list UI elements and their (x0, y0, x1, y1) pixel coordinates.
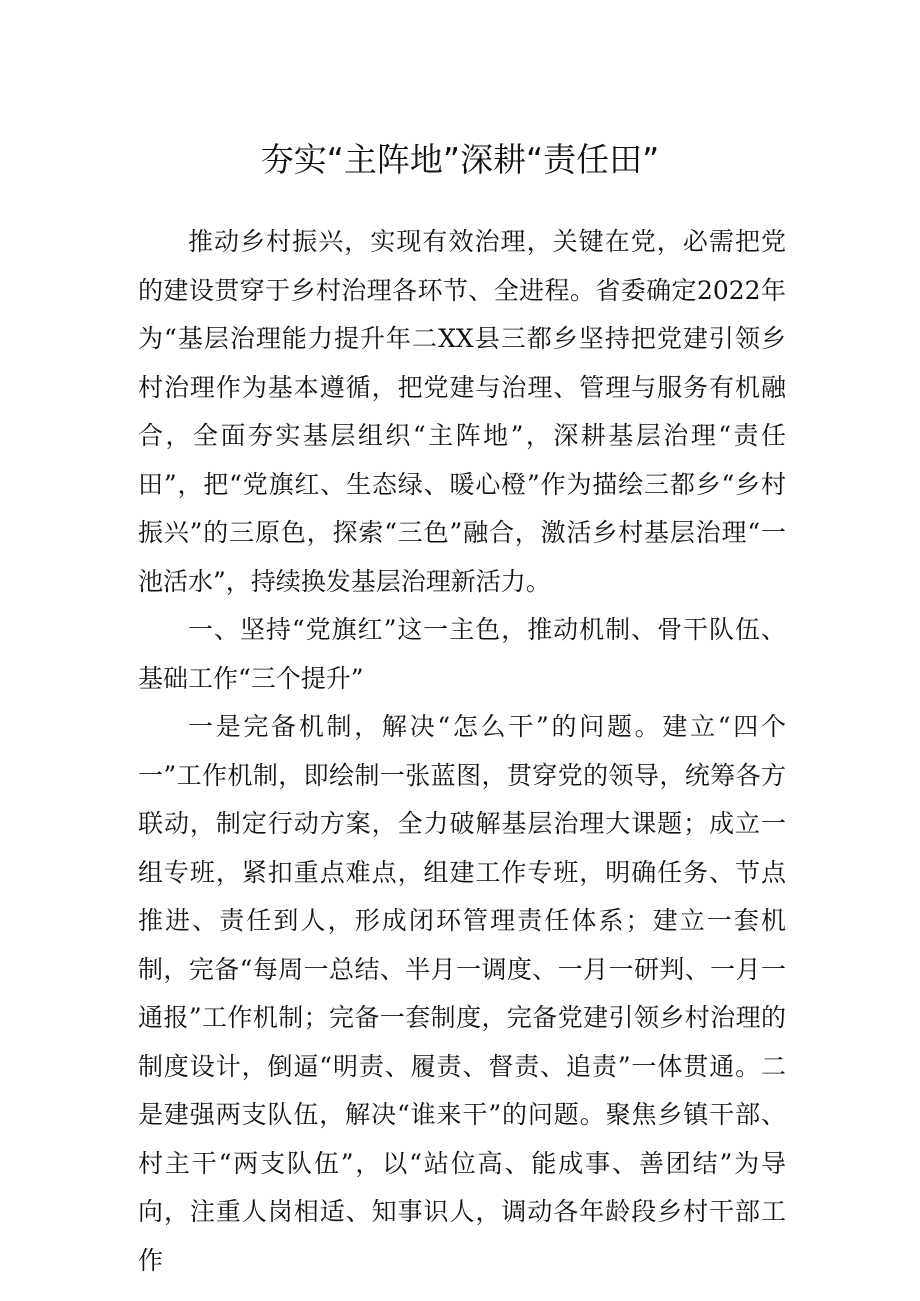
document-body (138, 218, 786, 1285)
document-title: 夯实“主阵地”深耕“责任田” (260, 140, 660, 179)
paragraph-intro: 推动乡村振兴，实现有效治理，关键在党，必需把党的建设贯穿于乡村治理各环节、全进程。省委确定2022年为“基层治理能力提升年二XX县三都乡坚持把党建引领乡村治理作为基本遵循，把党建与治理、管理与服务有机融合，全面夯实基层组织“主阵地”，深耕基层治理“责任田”，把“党旗红、生态绿、暖心橙”作为描绘三都乡“乡村振兴”的三原色，探索“三色”融合，激活乡村基层治理“一池活水”，持续换发基层治理新活力。 (138, 227, 786, 596)
paragraph-mechanism: 一是完备机制，解决“怎么干”的问题。建立“四个一”工作机制，即绘制一张蓝图，贯穿党的领导，统筹各方联动，制定行动方案，全力破解基层治理大课题；成立一组专班，紧扣重点难点，组建工作专班，明确任务、节点推进、责任到人，形成闭环管理责任体系；建立一套机制，完备“每周一总结、半月一调度、一月一研判、一月一通报”工作机制；完备一套制度，完备党建引领乡村治理的制度设计，倒逼“明责、履责、督责、追责”一体贯通。二是建强两支队伍，解决“谁来干”的问题。聚焦乡镇干部、村主干“两支队伍”，以“站位高、能成事、善团结”为导向，注重人岗相适、知事识人，调动各年龄段乡村干部工作 (138, 712, 786, 1275)
paragraph-section-heading: 一、坚持“党旗红”这一主色，推动机制、骨干队伍、基础工作“三个提升” (138, 615, 786, 693)
